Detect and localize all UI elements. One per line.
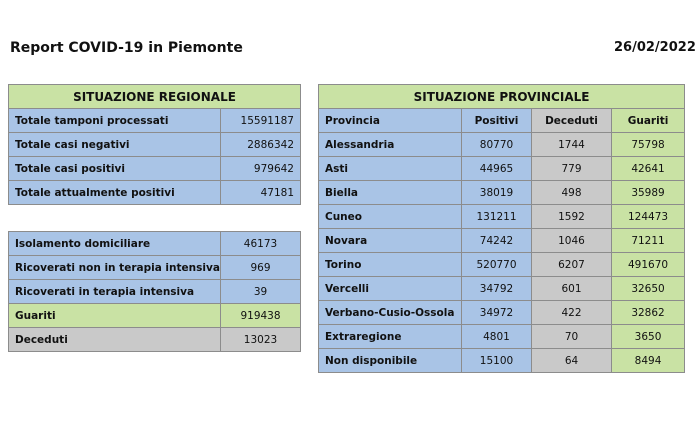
deceduti-value: 1744 [532, 133, 612, 157]
table-row [9, 157, 301, 181]
positivi-value: 74242 [462, 229, 532, 253]
table-row [9, 280, 301, 304]
table-row [319, 181, 685, 205]
table-row [319, 133, 685, 157]
column-header-positivi: Positivi [462, 109, 532, 133]
deceduti-value: 6207 [532, 253, 612, 277]
province-name: Torino [319, 253, 462, 277]
guariti-value: 3650 [612, 325, 685, 349]
table-row [9, 304, 301, 328]
province-name: Alessandria [319, 133, 462, 157]
table-row [319, 349, 685, 373]
row-label: Totale casi positivi [9, 157, 221, 181]
deceduti-value: 422 [532, 301, 612, 325]
table-row [319, 229, 685, 253]
table-row [9, 181, 301, 205]
table-row [319, 157, 685, 181]
row-value: 46173 [221, 232, 301, 256]
row-label: Totale tamponi processati [9, 109, 221, 133]
guariti-value: 75798 [612, 133, 685, 157]
row-value: 47181 [221, 181, 301, 205]
report-title: Report COVID-19 in Piemonte [10, 40, 243, 56]
province-name: Asti [319, 157, 462, 181]
deceduti-value: 64 [532, 349, 612, 373]
province-name: Cuneo [319, 205, 462, 229]
guariti-value: 42641 [612, 157, 685, 181]
provincial-table-title: SITUAZIONE PROVINCIALE [319, 85, 685, 109]
deceduti-value: 1592 [532, 205, 612, 229]
guariti-value: 32650 [612, 277, 685, 301]
row-value: 979642 [221, 157, 301, 181]
table-row [319, 205, 685, 229]
guariti-value: 32862 [612, 301, 685, 325]
guariti-value: 8494 [612, 349, 685, 373]
row-label: Deceduti [9, 328, 221, 352]
column-header-deceduti: Deceduti [532, 109, 612, 133]
regional-summary-table [8, 84, 301, 205]
row-label: Isolamento domiciliare [9, 232, 221, 256]
table-row [319, 301, 685, 325]
guariti-value: 35989 [612, 181, 685, 205]
row-label: Guariti [9, 304, 221, 328]
row-value: 2886342 [221, 133, 301, 157]
hospital-status-table [8, 231, 301, 352]
report-date: 26/02/2022 [614, 40, 696, 55]
regional-table-title: SITUAZIONE REGIONALE [9, 85, 301, 109]
deceduti-value: 70 [532, 325, 612, 349]
row-value: 969 [221, 256, 301, 280]
row-label: Ricoverati in terapia intensiva [9, 280, 221, 304]
table-row [9, 328, 301, 352]
positivi-value: 15100 [462, 349, 532, 373]
column-header-guariti: Guariti [612, 109, 685, 133]
positivi-value: 4801 [462, 325, 532, 349]
table-row [319, 253, 685, 277]
row-label: Totale casi negativi [9, 133, 221, 157]
positivi-value: 44965 [462, 157, 532, 181]
table-row [9, 133, 301, 157]
table-row [319, 277, 685, 301]
provincial-table-body [319, 133, 685, 373]
deceduti-value: 1046 [532, 229, 612, 253]
province-name: Extraregione [319, 325, 462, 349]
row-value: 919438 [221, 304, 301, 328]
row-value: 39 [221, 280, 301, 304]
province-name: Novara [319, 229, 462, 253]
table-row [319, 325, 685, 349]
positivi-value: 38019 [462, 181, 532, 205]
province-name: Non disponibile [319, 349, 462, 373]
table-row [9, 232, 301, 256]
provincial-table [318, 84, 685, 373]
column-header-provincia: Provincia [319, 109, 462, 133]
table-row [9, 256, 301, 280]
guariti-value: 124473 [612, 205, 685, 229]
guariti-value: 71211 [612, 229, 685, 253]
table-row [9, 109, 301, 133]
positivi-value: 131211 [462, 205, 532, 229]
positivi-value: 520770 [462, 253, 532, 277]
row-value: 13023 [221, 328, 301, 352]
row-value: 15591187 [221, 109, 301, 133]
deceduti-value: 601 [532, 277, 612, 301]
guariti-value: 491670 [612, 253, 685, 277]
deceduti-value: 779 [532, 157, 612, 181]
row-label: Ricoverati non in terapia intensiva [9, 256, 221, 280]
province-name: Biella [319, 181, 462, 205]
province-name: Verbano-Cusio-Ossola [319, 301, 462, 325]
province-name: Vercelli [319, 277, 462, 301]
positivi-value: 80770 [462, 133, 532, 157]
row-label: Totale attualmente positivi [9, 181, 221, 205]
deceduti-value: 498 [532, 181, 612, 205]
table-header-row [319, 109, 685, 133]
positivi-value: 34792 [462, 277, 532, 301]
positivi-value: 34972 [462, 301, 532, 325]
